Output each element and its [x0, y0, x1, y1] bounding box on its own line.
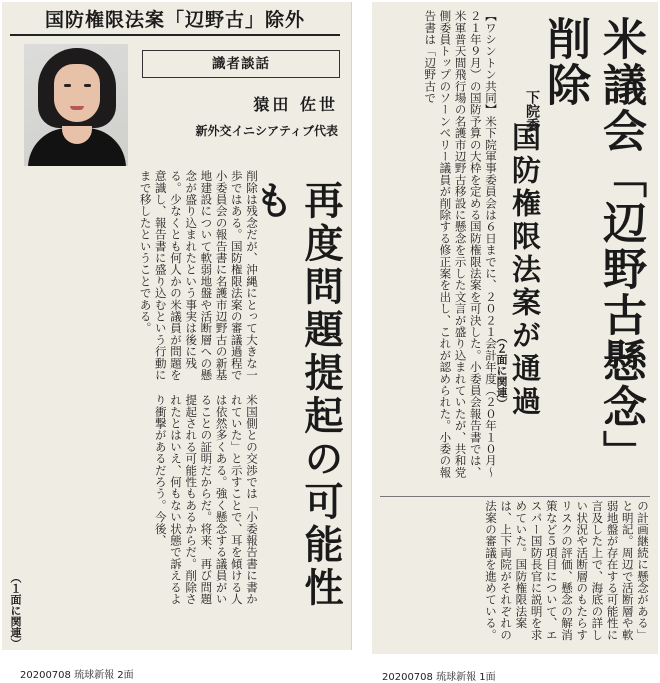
right-body-upper: 【ワシントン共同】米下院軍事委員会は６日までに、２０２１会計年度（２０年１０月～２１年９月）の国防予算の大枠を定める国防権限法案を可決した。小委員会報告書では、米軍普天間飛行場の名護市辺野古移設に懸念を示した文言が盛り込まれていたが、共和党側委員トップのソーンベリー議員が削除する修正案を出し、これが認められた。小委の報告書は「辺野古で — [423, 10, 498, 478]
left-caption: 20200708 琉球新報 2面 — [20, 670, 134, 681]
author-name: 猿田 佐世 — [253, 95, 338, 114]
column-divider — [380, 496, 650, 497]
author-photo — [24, 44, 128, 166]
left-body-lower: 米国側との交渉では「小委報告書に書かれていた」と示すことで、耳を傾ける人は依然多くある。強く懸念する議員がいることの証明だからだ。将来、再び問題提起される可能性もあるからだ。削除されたとはいえ、何もない状態で訴えるより衝撃があるだろう。今後、 — [153, 394, 259, 605]
section-label: 識者談話 — [142, 50, 340, 78]
right-caption: 20200708 琉球新報 1面 — [382, 672, 496, 683]
right-main-headline: 米議会「辺野古懸念」削除 — [539, 16, 646, 476]
right-related-ref: （２面に関連） — [495, 332, 508, 409]
right-subhead-small: 下院委 — [524, 90, 540, 132]
right-clipping — [372, 2, 658, 654]
left-related-ref: （１面に関連） — [9, 572, 22, 649]
right-body-lower: の計画継続に懸念がある」と明記。周辺で活断層や軟弱地盤が存在する可能性に言及した上で、海底の詳しい状況や活断層のもたらすリスクの評価、懸念の解消策など５項目について、エスパー国防長官に説明を求めていた。国防権限法案は、上下両院がそれぞれの法案の審議を進めている。 — [483, 500, 650, 641]
left-headline: 再度問題提起の可能性も — [248, 180, 343, 610]
left-clipping — [2, 2, 352, 650]
left-article-title: 国防権限法案「辺野古」除外 — [10, 6, 340, 36]
author-affiliation: 新外交イニシアティブ代表 — [195, 124, 338, 138]
right-subheadline: 国防権限法案が通過 — [508, 122, 542, 419]
left-body-upper: 削除は残念だが、沖縄にとって大きな一歩ではある。国防権限法案の審議過程で小委員会の報告書に名護市辺野古の新基地建設について軟弱地盤や活断層への懸念が盛り込まれたという事実は後に残る。少なくとも何人かの米議員が問題を意識し、報告書に盛り込むという行動にまで移したということである。 — [138, 170, 259, 381]
